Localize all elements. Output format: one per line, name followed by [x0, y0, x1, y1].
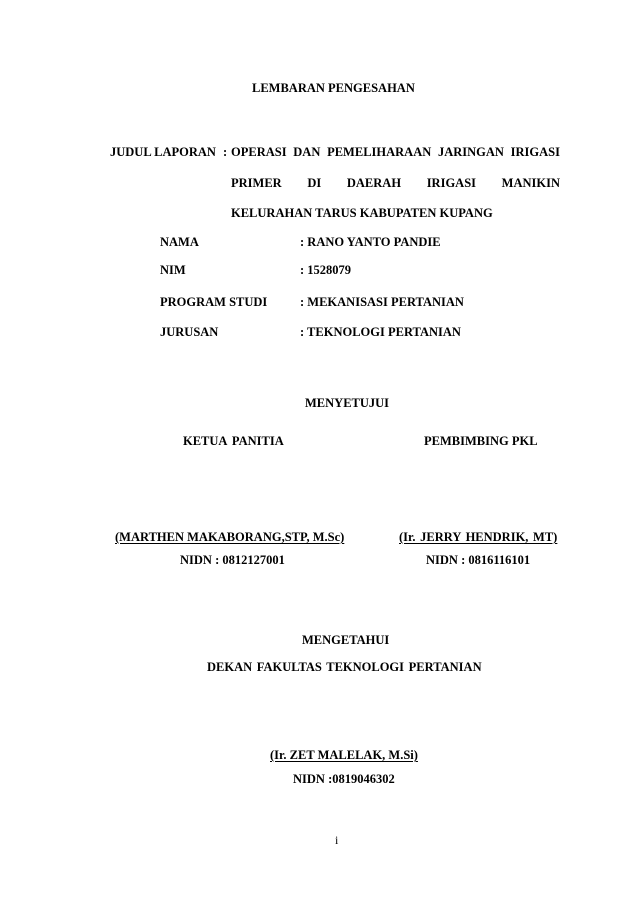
identity-value-nim: : 1528079: [300, 263, 352, 277]
approval-heading: MENYETUJUI: [305, 396, 390, 410]
acknowledgement-nidn: NIDN :0819046302: [293, 772, 395, 786]
report-title-label: JUDUL LAPORAN: [110, 145, 216, 159]
identity-label-department: JURUSAN: [160, 325, 219, 339]
acknowledgement-role: DEKAN FAKULTAS TEKNOLOGI PERTANIAN: [207, 660, 482, 674]
approval-right-nidn: NIDN : 0816116101: [426, 553, 531, 567]
report-title-line-3: KELURAHAN TARUS KABUPATEN KUPANG: [231, 206, 493, 220]
identity-label-nim: NIM: [160, 263, 186, 277]
approval-left-signatory: (MARTHEN MAKABORANG,STP, M.Sc): [115, 530, 345, 544]
report-title-colon: :: [223, 145, 228, 159]
approval-right-signatory: (Ir. JERRY HENDRIK, MT): [399, 530, 558, 544]
identity-value-department: : TEKNOLOGI PERTANIAN: [300, 325, 461, 339]
approval-right-role: PEMBIMBING PKL: [424, 434, 538, 448]
approval-left-role: KETUA PANITIA: [183, 434, 284, 448]
identity-label-name: NAMA: [160, 235, 199, 249]
page-title: LEMBARAN PENGESAHAN: [252, 81, 415, 95]
approval-left-nidn: NIDN : 0812127001: [180, 553, 285, 567]
report-title-line-1: OPERASI DAN PEMELIHARAAN JARINGAN IRIGASI: [231, 145, 560, 159]
report-title-line-2: PRIMER DI DAERAH IRIGASI MANIKIN: [231, 176, 560, 190]
identity-value-program: : MEKANISASI PERTANIAN: [300, 295, 464, 309]
acknowledgement-heading: MENGETAHUI: [302, 633, 390, 647]
identity-value-name: : RANO YANTO PANDIE: [300, 235, 441, 249]
identity-label-program: PROGRAM STUDI: [160, 295, 268, 309]
acknowledgement-signatory: (Ir. ZET MALELAK, M.Si): [270, 748, 418, 762]
page-number: i: [335, 833, 339, 847]
